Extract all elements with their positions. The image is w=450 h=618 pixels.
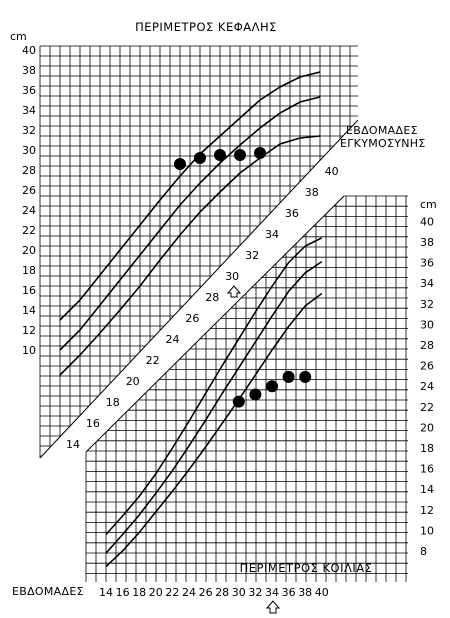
week-x-tick-label: 38 [298, 586, 313, 599]
abdomen-y-tick-label: 30 [420, 318, 434, 332]
week-x-tick-label: 22 [165, 586, 180, 599]
measurement-point [233, 396, 245, 408]
week-x-tick-label: 30 [231, 586, 246, 599]
week-marker-arrow-icon [228, 286, 240, 297]
abdomen-y-tick-label: 10 [420, 524, 434, 538]
head-y-tick-label: 16 [22, 284, 36, 297]
head-y-tick-label: 28 [22, 164, 36, 177]
measurement-point [249, 388, 261, 400]
head-week-tick-label: 30 [225, 270, 240, 283]
head-circumference-grid [40, 46, 358, 458]
abdomen-y-tick-label: 32 [420, 297, 434, 311]
head-y-tick-label: 36 [22, 84, 36, 97]
week-x-tick-label: 40 [314, 586, 329, 599]
abdomen-y-tick-label: 14 [420, 483, 434, 497]
week-x-tick-label: 18 [132, 586, 147, 599]
growth-curve-3 [106, 294, 322, 567]
week-x-tick-label: 14 [99, 586, 113, 599]
abdomen-y-tick-label: 20 [420, 421, 434, 435]
head-y-unit: cm [10, 30, 27, 43]
measurement-point [194, 152, 206, 164]
measurement-point [299, 371, 311, 383]
head-week-tick-label: 18 [105, 396, 120, 409]
week-x-tick-label: 32 [248, 586, 263, 599]
week-marker-arrow-icon [267, 601, 279, 613]
head-week-tick-label: 22 [145, 354, 160, 367]
head-y-tick-label: 30 [22, 144, 36, 157]
head-week-tick-label: 36 [284, 207, 299, 220]
weeks-axis-label: ΕΒΔΟΜΑΔΕΣ [12, 585, 84, 598]
abdomen-chart-title: ΠΕΡΙΜΕΤΡΟΣ ΚΟΙΛΙΑΣ [239, 561, 373, 575]
head-week-tick-label: 28 [205, 291, 220, 304]
measurement-point [266, 380, 278, 392]
head-y-tick-label: 40 [22, 44, 36, 57]
head-week-tick-label: 40 [324, 165, 339, 178]
head-y-tick-label: 18 [22, 264, 36, 277]
abdomen-y-tick-label: 38 [420, 236, 434, 249]
head-y-tick-label: 38 [22, 64, 36, 77]
abdomen-y-tick-label: 16 [420, 462, 434, 476]
measurement-point [214, 149, 226, 161]
week-x-tick-label: 28 [215, 586, 230, 599]
head-y-tick-label: 12 [22, 324, 36, 337]
abdomen-y-tick-label: 26 [420, 359, 434, 373]
measurement-point [174, 158, 186, 170]
abdomen-y-unit: cm [420, 198, 437, 211]
head-y-tick-label: 22 [22, 224, 36, 237]
grid-diagonal-edge [40, 120, 358, 458]
abdomen-y-tick-label: 28 [420, 339, 434, 352]
head-week-tick-label: 32 [245, 249, 260, 262]
head-week-tick-label: 14 [66, 438, 80, 451]
week-x-tick-label: 26 [198, 586, 213, 599]
head-week-tick-label: 38 [304, 186, 319, 199]
head-chart-title: ΠΕΡΙΜΕΤΡΟΣ ΚΕΦΑΛΗΣ [135, 20, 277, 34]
abdomen-y-tick-label: 36 [420, 256, 434, 270]
head-week-tick-label: 26 [185, 312, 200, 325]
abdomen-y-tick-label: 12 [420, 503, 434, 517]
head-y-tick-label: 24 [22, 204, 36, 217]
abdomen-y-tick-label: 18 [420, 442, 434, 455]
abdomen-y-tick-label: 22 [420, 400, 434, 414]
measurement-point [254, 147, 266, 159]
week-x-tick-label: 20 [148, 586, 163, 599]
abdomen-y-tick-label: 40 [420, 215, 434, 229]
head-x-label-line1: ΕΒΔΟΜΑΔΕΣ [346, 124, 418, 137]
head-y-tick-label: 10 [22, 344, 36, 357]
head-week-tick-label: 34 [265, 228, 279, 241]
head-week-tick-label: 24 [165, 333, 180, 346]
measurement-point [283, 371, 295, 383]
head-y-tick-label: 32 [22, 124, 36, 137]
head-y-tick-label: 34 [22, 104, 36, 117]
week-x-tick-label: 36 [281, 586, 296, 599]
head-week-tick-label: 16 [85, 417, 100, 430]
head-x-label-line2: ΕΓΚΥΜΟΣΥΝΗΣ [340, 137, 426, 150]
abdomen-y-tick-label: 24 [420, 380, 434, 394]
week-x-tick-label: 16 [115, 586, 130, 599]
week-x-tick-label: 34 [265, 586, 279, 599]
abdomen-y-tick-label: 8 [420, 545, 427, 558]
measurement-point [234, 149, 246, 161]
head-y-tick-label: 14 [22, 304, 36, 317]
growth-curve-2 [106, 262, 322, 553]
grid-diagonal-edge [86, 196, 344, 452]
abdominal-circumference-points [233, 371, 311, 408]
head-y-tick-label: 26 [22, 184, 36, 197]
head-week-tick-label: 20 [125, 375, 140, 388]
week-x-tick-label: 24 [182, 586, 196, 599]
head-y-tick-label: 20 [22, 244, 36, 257]
abdomen-y-tick-label: 34 [420, 277, 434, 291]
